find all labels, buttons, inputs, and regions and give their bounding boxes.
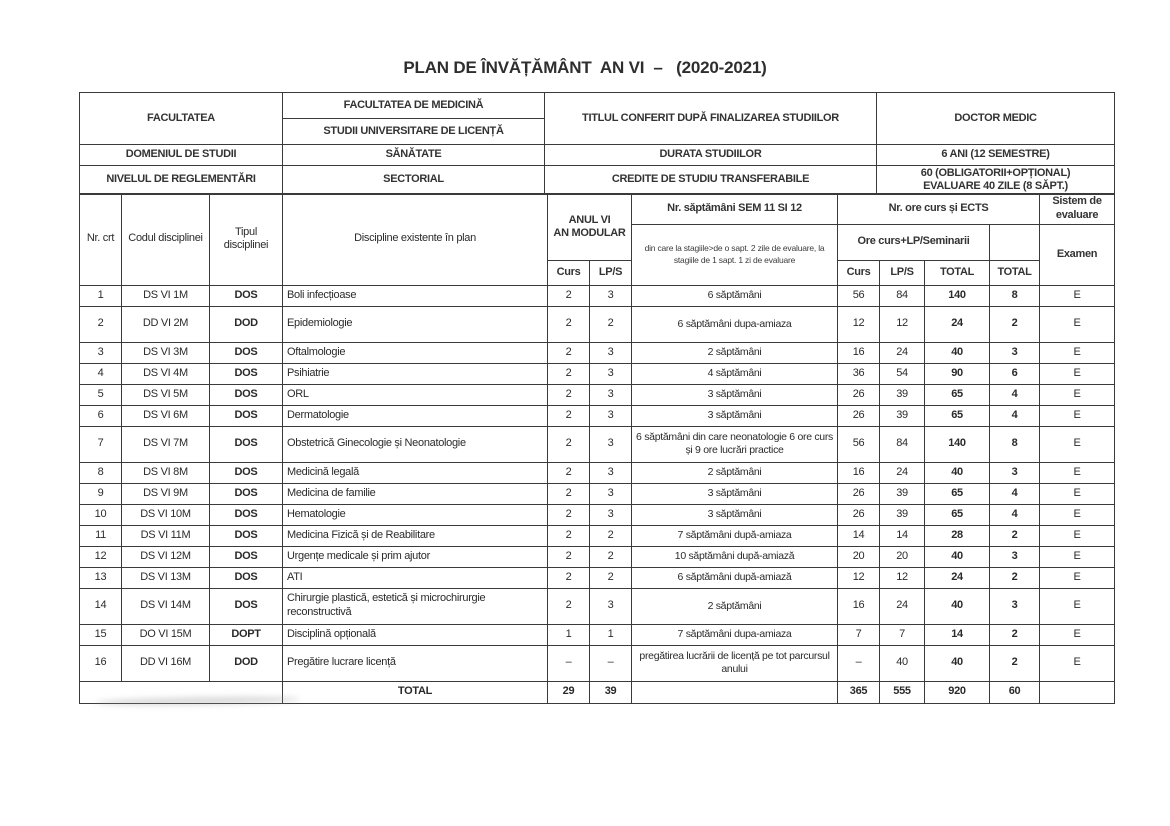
col-header-tip-disciplinei: Tipul disciplinei bbox=[210, 194, 283, 286]
cell-examen: E bbox=[1040, 363, 1115, 384]
facultatea-label: FACULTATEA bbox=[80, 93, 283, 145]
cell-tip-disciplinei: DOS bbox=[210, 567, 283, 588]
cell-cod-disciplinei: DS VI 11M bbox=[122, 525, 210, 546]
col-header-saptamani-note: din care la stagiile>de o sapt. 2 zile de evaluare, la stagiile de 1 sapt. 1 zi de evaluare bbox=[632, 224, 838, 285]
table-row bbox=[80, 624, 1115, 645]
cell-nr-crt: 9 bbox=[80, 483, 122, 504]
cell-curs-saptamanal: 2 bbox=[548, 567, 590, 588]
cell-examen: E bbox=[1040, 483, 1115, 504]
cell-disciplina: Medicină legală bbox=[283, 462, 548, 483]
cell-ore-total: 140 bbox=[925, 426, 990, 462]
cell-disciplina: Boli infecțioase bbox=[283, 285, 548, 306]
cell-ore-lps: 24 bbox=[880, 462, 925, 483]
cell-tip-disciplinei: DOS bbox=[210, 525, 283, 546]
col-header-anul-vi bbox=[548, 194, 632, 261]
cell-examen: E bbox=[1040, 462, 1115, 483]
cell-nr-saptamani: 7 săptămâni dupa-amiaza bbox=[632, 624, 838, 645]
cell-nr-crt: 14 bbox=[80, 588, 122, 624]
cell-disciplina: Urgențe medicale și prim ajutor bbox=[283, 546, 548, 567]
cell-curs-saptamanal: 2 bbox=[548, 426, 590, 462]
cell-cod-disciplinei: DO VI 15M bbox=[122, 624, 210, 645]
cell-ore-lps: 12 bbox=[880, 306, 925, 342]
cell-curs-saptamanal: 2 bbox=[548, 306, 590, 342]
cell-nr-saptamani: pregătirea lucrării de licență pe tot parcursul anului bbox=[632, 645, 838, 681]
cell-examen: E bbox=[1040, 306, 1115, 342]
table-row bbox=[80, 504, 1115, 525]
cell-cod-disciplinei: DS VI 9M bbox=[122, 483, 210, 504]
anul-vi-line1: ANUL VI bbox=[568, 213, 611, 226]
cell-ects-total: 3 bbox=[990, 462, 1040, 483]
cell-nr-saptamani: 6 săptămâni bbox=[632, 285, 838, 306]
cell-curs-saptamanal: 2 bbox=[548, 504, 590, 525]
cell-nr-saptamani: 3 săptămâni bbox=[632, 405, 838, 426]
cell-nr-crt: 11 bbox=[80, 525, 122, 546]
cell-lps-saptamanal: – bbox=[590, 645, 632, 681]
cell-ore-curs: 26 bbox=[838, 483, 880, 504]
cell-lps-saptamanal: 3 bbox=[590, 342, 632, 363]
cell-disciplina: ORL bbox=[283, 384, 548, 405]
cell-ects-total: 4 bbox=[990, 483, 1040, 504]
cell-ore-total: 90 bbox=[925, 363, 990, 384]
subcol-lps-saptamanal: LP/S bbox=[590, 260, 632, 285]
cell-ects-total: 2 bbox=[990, 567, 1040, 588]
cell-nr-crt: 1 bbox=[80, 285, 122, 306]
cell-ore-curs: 36 bbox=[838, 363, 880, 384]
cell-tip-disciplinei: DOS bbox=[210, 462, 283, 483]
cell-lps-saptamanal: 2 bbox=[590, 306, 632, 342]
cell-examen: E bbox=[1040, 588, 1115, 624]
cell-curs-saptamanal: 2 bbox=[548, 342, 590, 363]
cell-curs-saptamanal: 2 bbox=[548, 588, 590, 624]
cell-cod-disciplinei: DS VI 12M bbox=[122, 546, 210, 567]
cell-ore-lps: 39 bbox=[880, 483, 925, 504]
cell-ects-total: 2 bbox=[990, 645, 1040, 681]
cell-disciplina: Obstetrică Ginecologie și Neonatologie bbox=[283, 426, 548, 462]
total-ore-lps-cell: 555 bbox=[880, 681, 925, 703]
table-row bbox=[80, 567, 1115, 588]
cell-examen: E bbox=[1040, 567, 1115, 588]
titlul-conferit-label: TITLUL CONFERIT DUPĂ FINALIZAREA STUDIILOR bbox=[545, 93, 877, 145]
cell-nr-crt: 13 bbox=[80, 567, 122, 588]
cell-disciplina: Hematologie bbox=[283, 504, 548, 525]
cell-cod-disciplinei: DS VI 13M bbox=[122, 567, 210, 588]
cell-disciplina: Medicina de familie bbox=[283, 483, 548, 504]
cell-ore-total: 65 bbox=[925, 405, 990, 426]
cell-disciplina: ATI bbox=[283, 567, 548, 588]
cell-nr-saptamani: 6 săptămâni după-amiază bbox=[632, 567, 838, 588]
table-row bbox=[80, 546, 1115, 567]
nivelul-label: NIVELUL DE REGLEMENTĂRI bbox=[80, 166, 283, 195]
cell-ore-curs: 14 bbox=[838, 525, 880, 546]
cell-ore-lps: 12 bbox=[880, 567, 925, 588]
cell-ore-total: 24 bbox=[925, 306, 990, 342]
total-ore-total-cell: 920 bbox=[925, 681, 990, 703]
cell-curs-saptamanal: – bbox=[548, 645, 590, 681]
cell-curs-saptamanal: 2 bbox=[548, 546, 590, 567]
total-lps-saptamanal-cell: 39 bbox=[590, 681, 632, 703]
cell-ore-curs: – bbox=[838, 645, 880, 681]
cell-cod-disciplinei: DD VI 2M bbox=[122, 306, 210, 342]
credite-value-line1: 60 (OBLIGATORII+OPȚIONAL) bbox=[920, 167, 1071, 179]
cell-ore-curs: 26 bbox=[838, 504, 880, 525]
cell-examen: E bbox=[1040, 546, 1115, 567]
cell-ore-total: 65 bbox=[925, 483, 990, 504]
cell-cod-disciplinei: DS VI 7M bbox=[122, 426, 210, 462]
cell-lps-saptamanal: 3 bbox=[590, 426, 632, 462]
subcol-ore-total: TOTAL bbox=[925, 260, 990, 285]
table-row bbox=[80, 285, 1115, 306]
cell-ore-lps: 20 bbox=[880, 546, 925, 567]
cell-cod-disciplinei: DS VI 6M bbox=[122, 405, 210, 426]
cell-ects-total: 2 bbox=[990, 306, 1040, 342]
cell-tip-disciplinei: DOS bbox=[210, 405, 283, 426]
cell-ore-total: 65 bbox=[925, 384, 990, 405]
col-header-nr-crt: Nr. crt bbox=[80, 194, 122, 286]
cell-nr-saptamani: 6 săptămâni dupa-amiaza bbox=[632, 306, 838, 342]
cell-disciplina: Chirurgie plastică, estetică și microchirurgie reconstructivă bbox=[283, 588, 548, 624]
cell-ects-total: 3 bbox=[990, 588, 1040, 624]
cell-nr-saptamani: 2 săptămâni bbox=[632, 462, 838, 483]
cell-lps-saptamanal: 3 bbox=[590, 462, 632, 483]
cell-ects-total: 2 bbox=[990, 624, 1040, 645]
credite-value-line2: EVALUARE 40 ZILE (8 SĂPT.) bbox=[923, 180, 1068, 193]
durata-value: 6 ANI (12 SEMESTRE) bbox=[877, 145, 1115, 166]
cell-examen: E bbox=[1040, 405, 1115, 426]
cell-ore-total: 40 bbox=[925, 342, 990, 363]
cell-ore-lps: 24 bbox=[880, 342, 925, 363]
cell-ore-total: 65 bbox=[925, 504, 990, 525]
facultatea-value-top: FACULTATEA DE MEDICINĂ bbox=[283, 93, 545, 119]
cell-curs-saptamanal: 2 bbox=[548, 384, 590, 405]
cell-curs-saptamanal: 1 bbox=[548, 624, 590, 645]
cell-nr-saptamani: 3 săptămâni bbox=[632, 504, 838, 525]
domeniul-label: DOMENIUL DE STUDII bbox=[80, 145, 283, 166]
cell-nr-crt: 5 bbox=[80, 384, 122, 405]
cell-nr-crt: 7 bbox=[80, 426, 122, 462]
cell-cod-disciplinei: DS VI 8M bbox=[122, 462, 210, 483]
cell-curs-saptamanal: 2 bbox=[548, 405, 590, 426]
curriculum-table bbox=[79, 193, 1115, 704]
cell-ore-curs: 56 bbox=[838, 426, 880, 462]
col-header-ore-curs-lp: Ore curs+LP/Seminarii bbox=[838, 224, 990, 260]
table-row bbox=[80, 588, 1115, 624]
cell-disciplina: Psihiatrie bbox=[283, 363, 548, 384]
cell-curs-saptamanal: 2 bbox=[548, 483, 590, 504]
cell-nr-saptamani: 2 săptămâni bbox=[632, 342, 838, 363]
cell-ore-lps: 39 bbox=[880, 384, 925, 405]
anul-vi-line2: AN MODULAR bbox=[553, 226, 626, 239]
facultatea-value-bottom: STUDII UNIVERSITARE DE LICENȚĂ bbox=[283, 119, 545, 145]
table-row bbox=[80, 363, 1115, 384]
total-ore-curs-cell: 365 bbox=[838, 681, 880, 703]
table-row bbox=[80, 306, 1115, 342]
cell-ects-total: 6 bbox=[990, 363, 1040, 384]
cell-ects-total: 8 bbox=[990, 285, 1040, 306]
cell-ore-lps: 7 bbox=[880, 624, 925, 645]
cell-ore-total: 140 bbox=[925, 285, 990, 306]
cell-tip-disciplinei: DOS bbox=[210, 588, 283, 624]
cell-tip-disciplinei: DOS bbox=[210, 504, 283, 525]
durata-label: DURATA STUDIILOR bbox=[545, 145, 877, 166]
subcol-ore-curs: Curs bbox=[838, 260, 880, 285]
cell-nr-crt: 15 bbox=[80, 624, 122, 645]
total-curs-saptamanal-cell: 29 bbox=[548, 681, 590, 703]
cell-examen: E bbox=[1040, 426, 1115, 462]
cell-nr-crt: 12 bbox=[80, 546, 122, 567]
cell-ore-lps: 84 bbox=[880, 285, 925, 306]
table-row bbox=[80, 483, 1115, 504]
cell-cod-disciplinei: DS VI 5M bbox=[122, 384, 210, 405]
info-table bbox=[79, 92, 1115, 195]
cell-ects-total: 2 bbox=[990, 525, 1040, 546]
cell-ore-curs: 12 bbox=[838, 567, 880, 588]
table-row bbox=[80, 342, 1115, 363]
col-header-sistem-evaluare: Sistem de evaluare bbox=[1040, 194, 1115, 225]
cell-examen: E bbox=[1040, 525, 1115, 546]
cell-curs-saptamanal: 2 bbox=[548, 285, 590, 306]
cell-cod-disciplinei: DS VI 1M bbox=[122, 285, 210, 306]
subcol-curs-saptamanal: Curs bbox=[548, 260, 590, 285]
cell-ore-total: 24 bbox=[925, 567, 990, 588]
cell-nr-saptamani: 4 săptămâni bbox=[632, 363, 838, 384]
cell-ects-total: 4 bbox=[990, 405, 1040, 426]
cell-ore-lps: 54 bbox=[880, 363, 925, 384]
cell-lps-saptamanal: 3 bbox=[590, 483, 632, 504]
cell-ore-lps: 39 bbox=[880, 504, 925, 525]
cell-tip-disciplinei: DOS bbox=[210, 342, 283, 363]
cell-ects-total: 3 bbox=[990, 546, 1040, 567]
cell-ore-curs: 16 bbox=[838, 462, 880, 483]
page-title: PLAN DE ÎNVĂȚĂMÂNT AN VI – (2020-2021) bbox=[403, 58, 767, 77]
cell-ore-lps: 84 bbox=[880, 426, 925, 462]
cell-ore-total: 14 bbox=[925, 624, 990, 645]
cell-curs-saptamanal: 2 bbox=[548, 525, 590, 546]
cell-lps-saptamanal: 3 bbox=[590, 504, 632, 525]
cell-ore-total: 40 bbox=[925, 462, 990, 483]
cell-nr-crt: 10 bbox=[80, 504, 122, 525]
col-header-discipline: Discipline existente în plan bbox=[283, 194, 548, 286]
cell-nr-saptamani: 3 săptămâni bbox=[632, 483, 838, 504]
table-row bbox=[80, 426, 1115, 462]
cell-tip-disciplinei: DOS bbox=[210, 426, 283, 462]
cell-nr-saptamani: 6 săptămâni din care neonatologie 6 ore curs și 9 ore lucrări practice bbox=[632, 426, 838, 462]
credite-label: CREDITE DE STUDIU TRANSFERABILE bbox=[545, 166, 877, 195]
cell-nr-crt: 16 bbox=[80, 645, 122, 681]
cell-nr-saptamani: 3 săptămâni bbox=[632, 384, 838, 405]
cell-ects-total: 3 bbox=[990, 342, 1040, 363]
cell-nr-crt: 4 bbox=[80, 363, 122, 384]
cell-disciplina: Medicina Fizică și de Reabilitare bbox=[283, 525, 548, 546]
cell-cod-disciplinei: DS VI 10M bbox=[122, 504, 210, 525]
cell-ore-curs: 12 bbox=[838, 306, 880, 342]
cell-lps-saptamanal: 2 bbox=[590, 546, 632, 567]
cell-tip-disciplinei: DOD bbox=[210, 306, 283, 342]
cell-ore-curs: 20 bbox=[838, 546, 880, 567]
cell-ore-total: 40 bbox=[925, 645, 990, 681]
cell-tip-disciplinei: DOS bbox=[210, 363, 283, 384]
cell-ore-lps: 40 bbox=[880, 645, 925, 681]
cell-cod-disciplinei: DS VI 14M bbox=[122, 588, 210, 624]
titlul-conferit-value: DOCTOR MEDIC bbox=[877, 93, 1115, 145]
cell-disciplina: Disciplină opțională bbox=[283, 624, 548, 645]
domeniul-value: SĂNĂTATE bbox=[283, 145, 545, 166]
cell-nr-crt: 3 bbox=[80, 342, 122, 363]
cell-ore-curs: 26 bbox=[838, 384, 880, 405]
cell-cod-disciplinei: DS VI 3M bbox=[122, 342, 210, 363]
cell-lps-saptamanal: 3 bbox=[590, 588, 632, 624]
cell-tip-disciplinei: DOPT bbox=[210, 624, 283, 645]
subcol-ects-total: TOTAL bbox=[990, 260, 1040, 285]
cell-examen: E bbox=[1040, 384, 1115, 405]
cell-ore-curs: 26 bbox=[838, 405, 880, 426]
cell-ore-lps: 14 bbox=[880, 525, 925, 546]
cell-ects-total: 4 bbox=[990, 504, 1040, 525]
cell-ore-curs: 16 bbox=[838, 588, 880, 624]
cell-tip-disciplinei: DOD bbox=[210, 645, 283, 681]
cell-ore-curs: 56 bbox=[838, 285, 880, 306]
total-label-cell: TOTAL bbox=[283, 681, 548, 703]
cell-cod-disciplinei: DD VI 16M bbox=[122, 645, 210, 681]
cell-ore-curs: 16 bbox=[838, 342, 880, 363]
table-row bbox=[80, 462, 1115, 483]
table-row bbox=[80, 405, 1115, 426]
subcol-ore-lps: LP/S bbox=[880, 260, 925, 285]
table-row bbox=[80, 525, 1115, 546]
cell-lps-saptamanal: 2 bbox=[590, 567, 632, 588]
cell-tip-disciplinei: DOS bbox=[210, 285, 283, 306]
total-saptamani-cell bbox=[632, 681, 838, 703]
cell-curs-saptamanal: 2 bbox=[548, 363, 590, 384]
cell-lps-saptamanal: 3 bbox=[590, 384, 632, 405]
cell-examen: E bbox=[1040, 285, 1115, 306]
cell-nr-crt: 2 bbox=[80, 306, 122, 342]
cell-examen: E bbox=[1040, 342, 1115, 363]
nivelul-value: SECTORIAL bbox=[283, 166, 545, 195]
cell-disciplina: Pregătire lucrare licență bbox=[283, 645, 548, 681]
cell-lps-saptamanal: 3 bbox=[590, 285, 632, 306]
cell-examen: E bbox=[1040, 504, 1115, 525]
cell-nr-saptamani: 10 săptămâni după-amiază bbox=[632, 546, 838, 567]
cell-tip-disciplinei: DOS bbox=[210, 546, 283, 567]
table-row bbox=[80, 384, 1115, 405]
cell-ore-total: 40 bbox=[925, 588, 990, 624]
cell-tip-disciplinei: DOS bbox=[210, 483, 283, 504]
cell-ects-total: 8 bbox=[990, 426, 1040, 462]
credite-value bbox=[877, 166, 1115, 195]
table-row bbox=[80, 645, 1115, 681]
cell-ects-total: 4 bbox=[990, 384, 1040, 405]
cell-examen: E bbox=[1040, 645, 1115, 681]
cell-ore-lps: 24 bbox=[880, 588, 925, 624]
cell-ore-lps: 39 bbox=[880, 405, 925, 426]
total-examen-cell bbox=[1040, 681, 1115, 703]
cell-nr-saptamani: 2 săptămâni bbox=[632, 588, 838, 624]
cell-examen: E bbox=[1040, 624, 1115, 645]
cell-tip-disciplinei: DOS bbox=[210, 384, 283, 405]
col-header-nr-saptamani: Nr. săptămâni SEM 11 SI 12 bbox=[632, 194, 838, 225]
cell-ore-total: 40 bbox=[925, 546, 990, 567]
cell-cod-disciplinei: DS VI 4M bbox=[122, 363, 210, 384]
col-header-cod-disciplinei: Codul disciplinei bbox=[122, 194, 210, 286]
cell-nr-saptamani: 7 săptămâni după-amiaza bbox=[632, 525, 838, 546]
cell-nr-crt: 8 bbox=[80, 462, 122, 483]
cell-disciplina: Oftalmologie bbox=[283, 342, 548, 363]
col-header-ore-ects: Nr. ore curs și ECTS bbox=[838, 194, 1040, 225]
cell-curs-saptamanal: 2 bbox=[548, 462, 590, 483]
cell-lps-saptamanal: 3 bbox=[590, 363, 632, 384]
cell-ore-curs: 7 bbox=[838, 624, 880, 645]
cell-lps-saptamanal: 2 bbox=[590, 525, 632, 546]
cell-ore-total: 28 bbox=[925, 525, 990, 546]
cell-lps-saptamanal: 1 bbox=[590, 624, 632, 645]
col-header-ects-spacer bbox=[990, 224, 1040, 260]
cell-lps-saptamanal: 3 bbox=[590, 405, 632, 426]
col-header-examen: Examen bbox=[1040, 224, 1115, 285]
cell-disciplina: Dermatologie bbox=[283, 405, 548, 426]
cell-disciplina: Epidemiologie bbox=[283, 306, 548, 342]
cell-nr-crt: 6 bbox=[80, 405, 122, 426]
total-ects-cell: 60 bbox=[990, 681, 1040, 703]
